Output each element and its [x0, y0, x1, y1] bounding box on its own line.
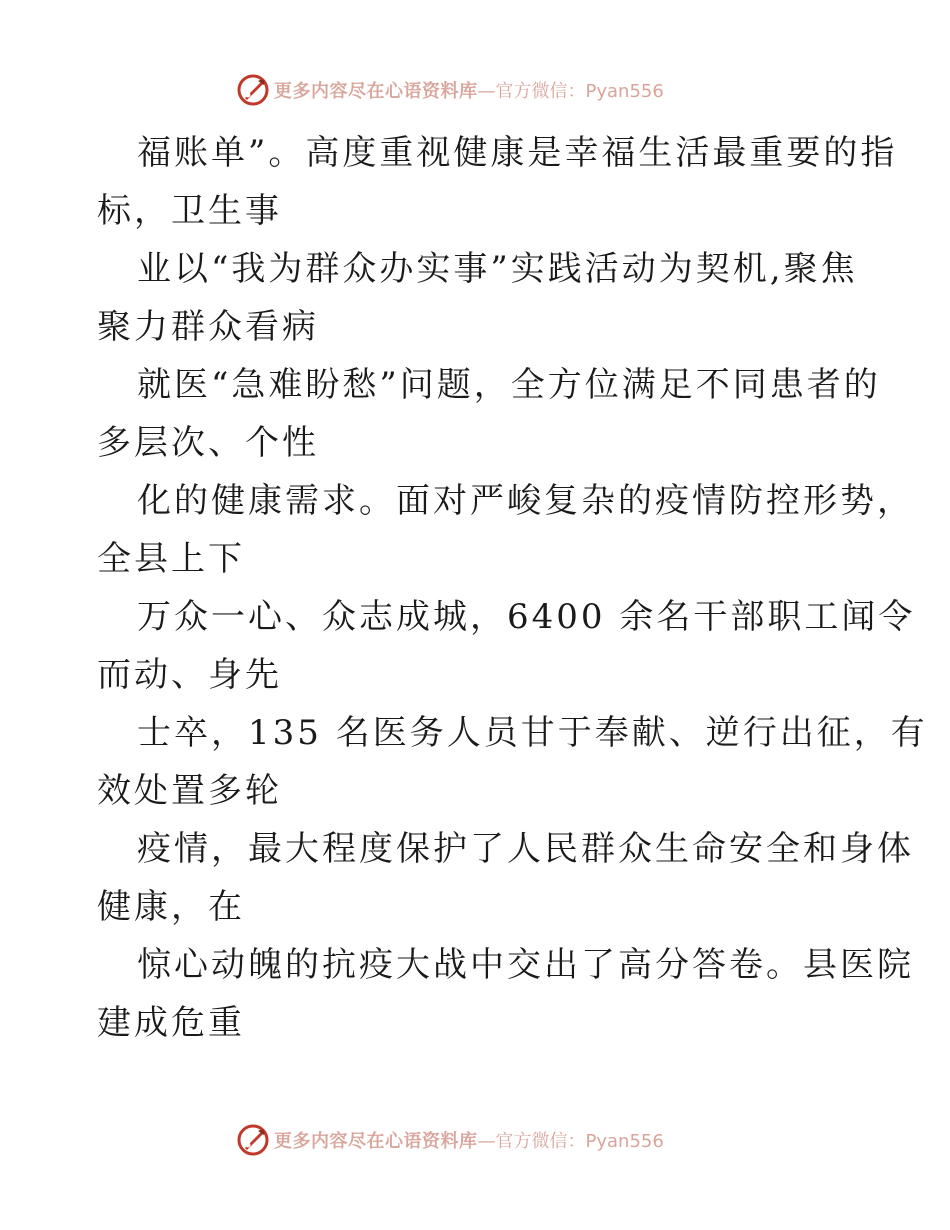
header-banner	[236, 72, 664, 108]
body-line: 化的健康需求。面对严峻复杂的疫情防控形势，	[137, 481, 914, 521]
body-line: 聚力群众看病	[97, 307, 319, 347]
banner-main-text: 更多内容尽在心语资料库	[274, 81, 478, 102]
body-line: 标，卫生事	[97, 191, 282, 231]
banner-main-text: 更多内容尽在心语资料库	[274, 1131, 478, 1152]
footer-banner	[236, 1122, 664, 1158]
body-line: 而动、身先	[97, 655, 282, 695]
quill-logo-icon	[236, 1123, 270, 1157]
body-line: 业以“我为群众办实事”实践活动为契机,聚焦	[137, 249, 858, 289]
body-line: 惊心动魄的抗疫大战中交出了高分答卷。县医院	[137, 945, 914, 985]
body-line: 士卒，135 名医务人员甘于奉献、逆行出征，有	[137, 713, 928, 753]
body-line: 万众一心、众志成城，6400 余名干部职工闻令	[137, 597, 916, 637]
body-line: 疫情，最大程度保护了人民群众生命安全和身体	[137, 829, 914, 869]
body-line: 全县上下	[97, 539, 245, 579]
body-line: 建成危重	[97, 1003, 245, 1043]
body-line: 效处置多轮	[97, 771, 282, 811]
body-line: 福账单”。高度重视健康是幸福生活最重要的指	[137, 133, 898, 173]
body-line: 就医“急难盼愁”问题，全方位满足不同患者的	[137, 365, 881, 405]
banner-wechat-text: —官方微信：Pyan556	[477, 1131, 664, 1152]
body-line: 多层次、个性	[97, 423, 319, 463]
document-body	[97, 124, 928, 1052]
banner-wechat-text: —官方微信：Pyan556	[477, 81, 664, 102]
quill-logo-icon	[236, 73, 270, 107]
body-line: 健康，在	[97, 887, 245, 927]
